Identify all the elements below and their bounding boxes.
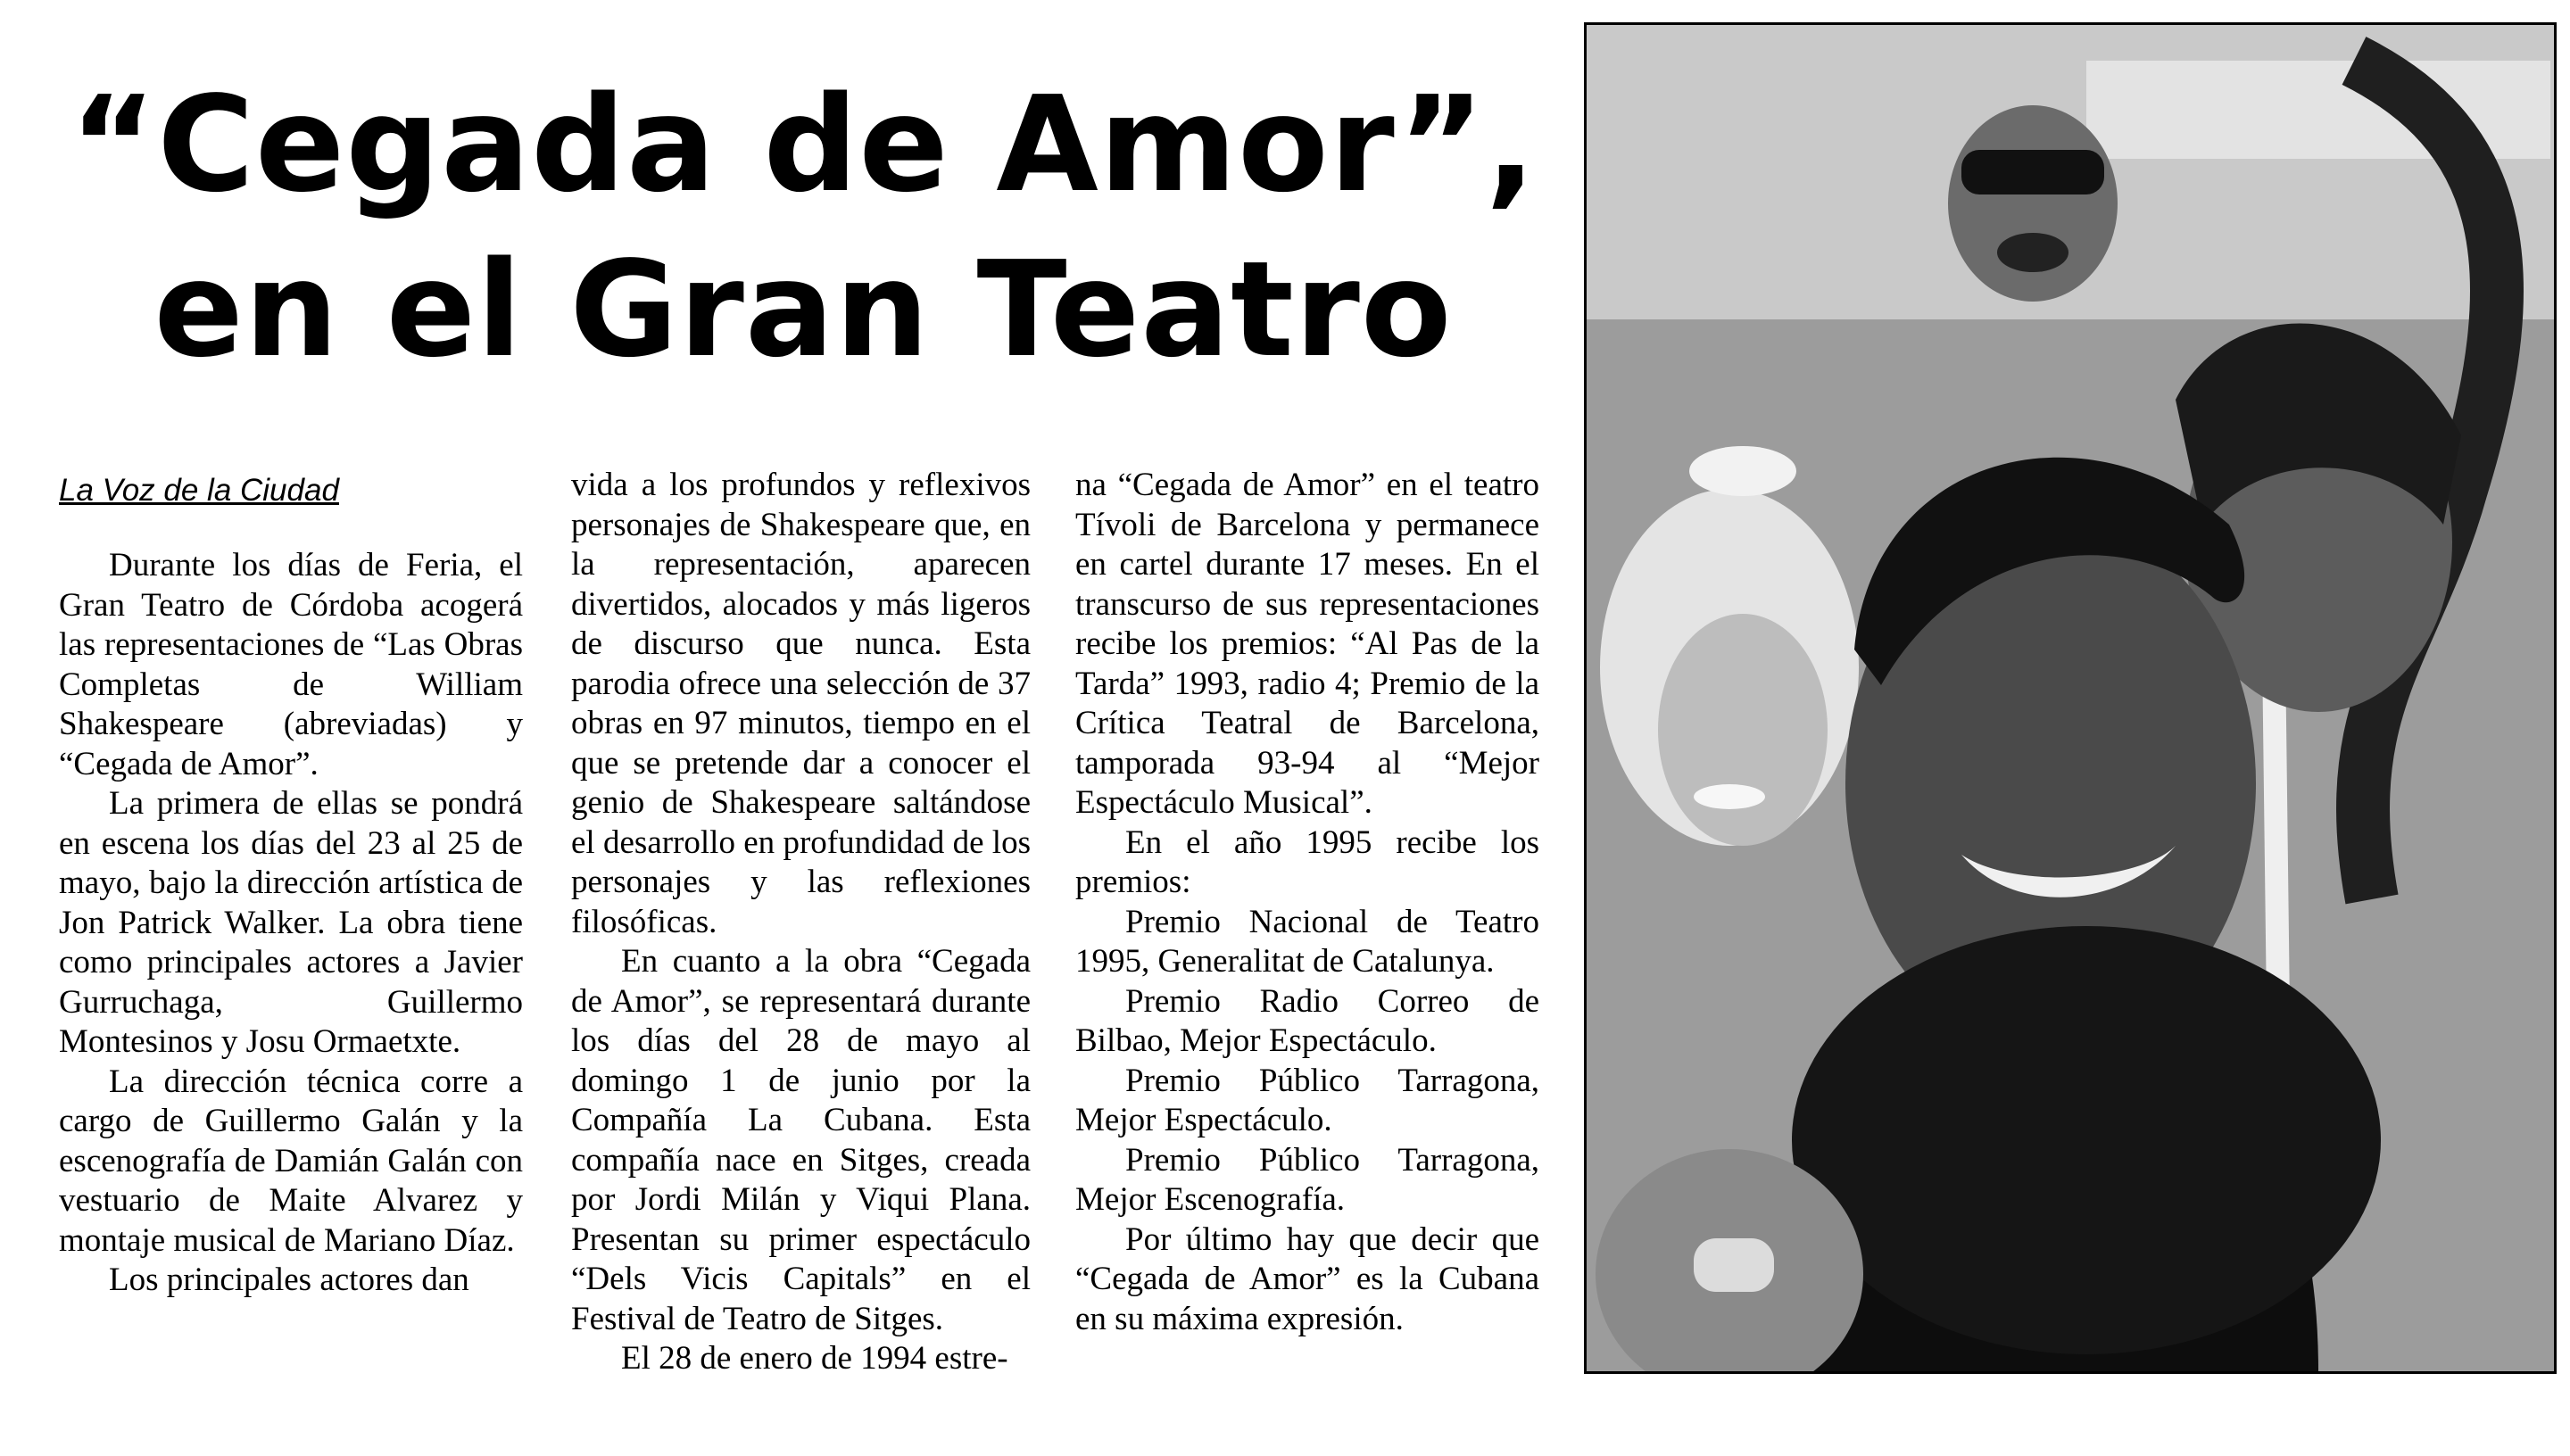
article-column-3 [1075, 466, 1539, 1376]
paragraph: El 28 de enero de 1994 estre- [621, 1340, 1008, 1377]
paragraph: Los principales actores dan [109, 1262, 469, 1298]
award-paragraph: Premio Radio Correo de Bilbao, Mejor Espectáculo. [1075, 982, 1539, 1059]
paragraph: En el año 1995 recibe los premios: [1075, 823, 1539, 900]
award-paragraph: Premio Público Tarragona, Mejor Espectáculo. [1075, 1062, 1539, 1138]
paragraph: Por último hay que decir que “Cegada de Amor” es la Cubana en su máxima expresión. [1075, 1220, 1539, 1337]
cast-photo-image [1587, 25, 2554, 1371]
article-column-2 [571, 466, 1031, 1376]
award-paragraph: Premio Nacional de Teatro 1995, Generalitat de Catalunya. [1075, 903, 1539, 980]
paragraph: En cuanto a la obra “Cegada de Amor”, se representará durante los días del 28 de mayo al domingo 1 de junio por la Compañía La Cubana. Esta compañía nace en Sitges, creada por Jordi Milán y Viqui Plana. Presentan su primer espectáculo “Dels Vicis Capitals” en el Festival de Teatro de Sitges. [571, 943, 1031, 1337]
article-headline [36, 62, 1571, 393]
article-column-1 [59, 546, 523, 1456]
paragraph: vida a los profundos y reflexivos personajes de Shakespeare que, en la representación, aparecen divertidos, alocados y más ligeros de discurso que nunca. Esta parodia ofrece una selección de 37 obras en 97 minutos, tiempo en el que se pretende dar a conocer el genio de Shakespeare saltándose el desarrollo en profundidad de los personajes y las reflexiones filosóficas. [571, 467, 1031, 940]
headline-line-2: en el Gran Teatro [153, 233, 1453, 386]
headline-line-1: “Cegada de Amor”, [70, 68, 1537, 221]
paragraph: La dirección técnica corre a cargo de Guillermo Galán y la escenografía de Damián Galán con vestuario de Maite Alvarez y montaje musical de Mariano Díaz. [59, 1063, 523, 1259]
cast-photo [1584, 22, 2557, 1374]
paragraph: La primera de ellas se pondrá en escena los días del 23 al 25 de mayo, bajo la dirección artística de Jon Patrick Walker. La obra tiene como principales actores a Javier Gurruchaga, Guillermo Montesinos y Josu Ormaetxte. [59, 785, 523, 1060]
paragraph: Durante los días de Feria, el Gran Teatro de Córdoba acogerá las representaciones de “Las Obras Completas de William Shakespeare (abreviadas) y “Cegada de Amor”. [59, 547, 523, 782]
byline: La Voz de la Ciudad [59, 473, 339, 508]
award-paragraph: Premio Público Tarragona, Mejor Escenografía. [1075, 1141, 1539, 1218]
paragraph: na “Cegada de Amor” en el teatro Tívoli de Barcelona y permanece en cartel durante 17 meses. En el transcurso de sus representaciones recibe los premios: “Al Pas de la Tarda” 1993, radio 4; Premio de la Crítica Teatral de Barcelona, tamporada 93-94 al “Mejor Espectáculo Musical”. [1075, 467, 1539, 821]
